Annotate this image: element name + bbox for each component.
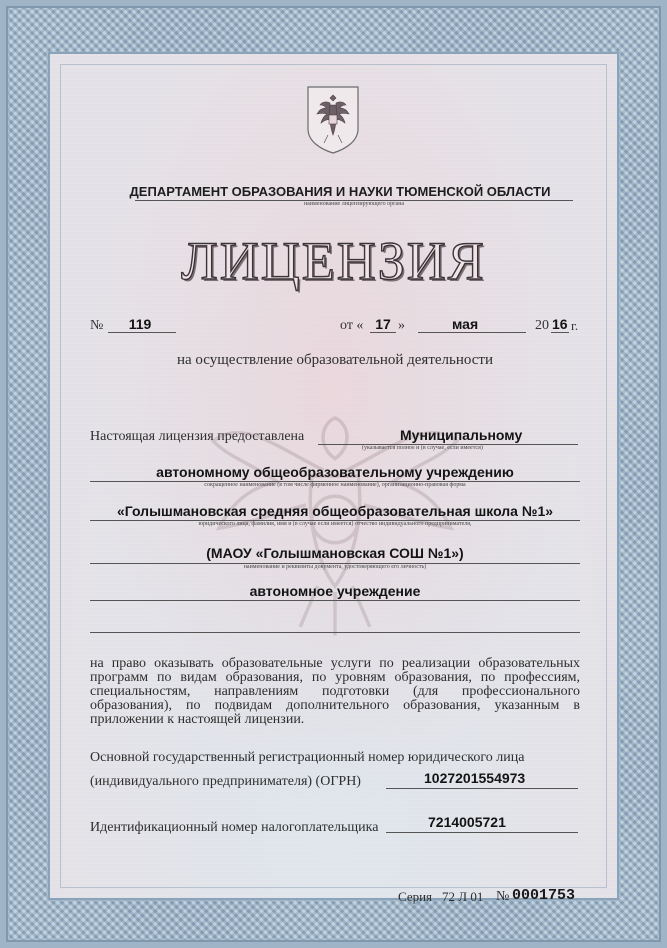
serial-no-label: №	[496, 889, 510, 904]
rights-line: на право оказывать образовательные услуги по реализации образовательных	[90, 656, 580, 671]
serial-label: Серия	[398, 889, 433, 904]
granted-label: Настоящая лицензия предоставлена	[90, 429, 305, 444]
licensee-line-5: автономное учреждение	[249, 583, 421, 599]
licensee-line-1: Муниципальному	[400, 427, 523, 443]
license-number: 119	[128, 316, 152, 332]
licensee-line-3: «Голышмановская средняя общеобразовательная школа №1»	[116, 503, 554, 519]
license-purpose: на осуществление образовательной деятельности	[176, 352, 494, 368]
ogrn-label-1: Основной государственный регистрационный номер юридического лица	[90, 750, 525, 765]
inn-value: 7214005721	[428, 814, 506, 830]
number-label: №	[90, 318, 104, 333]
authority-caption: наименование лицензирующего органа	[303, 201, 405, 207]
year-underline	[551, 332, 569, 333]
license-year: 16	[552, 316, 568, 332]
rights-line: программ по видам образования, по уровням образования, по профессиям,	[90, 670, 580, 685]
day-underline	[370, 332, 396, 333]
licensee-caption-4: наименование и реквизиты документа, удостоверяющего его личность)	[243, 564, 427, 570]
number-underline	[108, 332, 176, 333]
coat-of-arms-icon	[304, 83, 362, 155]
licensee-caption-3: юридического лица, фамилия, имя и (в случае если имеется) отчество индивидуального предпринимателя,	[198, 521, 472, 527]
licensee-line-4: (МАОУ «Голышмановская СОШ №1»)	[206, 545, 464, 561]
ogrn-underline	[386, 788, 578, 789]
licensee-underline-6	[90, 632, 580, 633]
licensing-authority: ДЕПАРТАМЕНТ ОБРАЗОВАНИЯ И НАУКИ ТЮМЕНСКОЙ ОБЛАСТИ	[129, 184, 551, 199]
licensee-caption-1: (указывается полное и (в случае, если имеется)	[362, 445, 483, 451]
rights-line: специальностям, направлениям подготовки (для профессионального	[90, 684, 580, 699]
date-day-close: »	[398, 318, 405, 333]
rights-line: образования), по подвидам дополнительного образования, указанным в	[90, 698, 580, 713]
license-month: мая	[452, 316, 479, 332]
ogrn-label-2: (индивидуального предпринимателя) (ОГРН)	[90, 774, 361, 789]
licensee-caption-2: сокращенное наименование (в том числе фирменное наименование), организационно-правовая форма	[204, 482, 466, 488]
date-prefix: от «	[340, 318, 364, 333]
inn-label: Идентификационный номер налогоплательщика	[90, 820, 379, 835]
license-day: 17	[375, 316, 391, 332]
serial-number: 0001753	[512, 887, 576, 904]
serial-series: 72 Л 01	[442, 889, 484, 904]
rights-line: приложении к настоящей лицензии.	[90, 712, 305, 727]
month-underline	[418, 332, 526, 333]
document-title: ЛИЦЕНЗИЯ	[181, 231, 486, 291]
licensee-line-2: автономному общеобразовательному учреждению	[156, 464, 514, 480]
rights-paragraph	[90, 657, 580, 727]
ogrn-value: 1027201554973	[424, 770, 526, 786]
inn-underline	[386, 832, 578, 833]
licensee-underline-5	[90, 600, 580, 601]
year-unit: г.	[571, 318, 579, 333]
year-prefix: 20	[535, 318, 549, 333]
